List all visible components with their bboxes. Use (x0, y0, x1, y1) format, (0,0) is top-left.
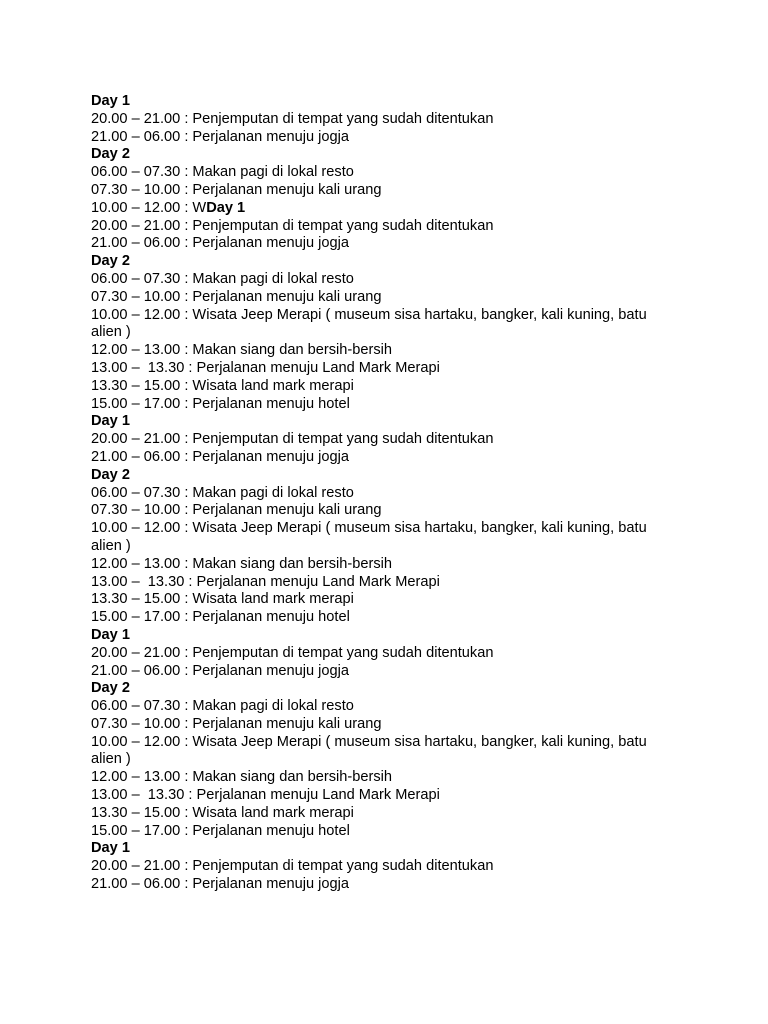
schedule-line (91, 805, 691, 823)
schedule-line-text: 06.00 – 07.30 : Makan pagi di lokal resto (91, 484, 354, 501)
day-heading-text: Day 2 (91, 253, 130, 270)
schedule-line-text: alien ) (91, 537, 131, 554)
schedule-line (91, 502, 691, 520)
schedule-line (91, 235, 691, 253)
schedule-line-text: 10.00 – 12.00 : Wisata Jeep Merapi ( museum sisa hartaku, bangker, kali kuning, batu (91, 306, 647, 323)
schedule-line-text: 10.00 – 12.00 : Wisata Jeep Merapi ( museum sisa hartaku, bangker, kali kuning, batu (91, 520, 647, 537)
schedule-line (91, 734, 691, 752)
schedule-line-text: 13.30 – 15.00 : Wisata land mark merapi (91, 377, 354, 394)
schedule-line (91, 449, 691, 467)
day-heading (91, 680, 691, 698)
schedule-line (91, 698, 691, 716)
schedule-line (91, 218, 691, 236)
schedule-line-text: 15.00 – 17.00 : Perjalanan menuju hotel (91, 822, 350, 839)
day-heading-text: Day 2 (91, 146, 130, 163)
schedule-line-text: 21.00 – 06.00 : Perjalanan menuju jogja (91, 876, 350, 893)
schedule-line-text: 06.00 – 07.30 : Makan pagi di lokal resto (91, 270, 354, 287)
schedule-line (91, 645, 691, 663)
schedule-line-text: 20.00 – 21.00 : Penjemputan di tempat yang sudah ditentukan (91, 110, 494, 127)
schedule-line-text: 07.30 – 10.00 : Perjalanan menuju kali urang (91, 502, 382, 519)
schedule-line (91, 307, 691, 325)
schedule-line (91, 823, 691, 841)
schedule-line-text: alien ) (91, 324, 131, 341)
schedule-line (91, 858, 691, 876)
day-heading (91, 253, 691, 271)
schedule-line-text: alien ) (91, 751, 131, 768)
schedule-line-text: 12.00 – 13.00 : Makan siang dan bersih-bersih (91, 342, 392, 359)
day-heading (91, 467, 691, 485)
schedule-line (91, 324, 691, 342)
schedule-line (91, 378, 691, 396)
schedule-line-text: 13.30 – 15.00 : Wisata land mark merapi (91, 591, 354, 608)
schedule-line (91, 751, 691, 769)
day-heading-text: Day 2 (91, 680, 130, 697)
schedule-line (91, 574, 691, 592)
day-heading (91, 93, 691, 111)
day-heading (91, 413, 691, 431)
schedule-line (91, 396, 691, 414)
itinerary-document (91, 93, 691, 894)
schedule-line-text: 13.00 – 13.30 : Perjalanan menuju Land Mark Merapi (91, 359, 440, 376)
schedule-line (91, 485, 691, 503)
schedule-line-text: 13.00 – 13.30 : Perjalanan menuju Land Mark Merapi (91, 573, 440, 590)
schedule-line (91, 716, 691, 734)
schedule-line (91, 431, 691, 449)
schedule-line (91, 769, 691, 787)
day-heading (91, 627, 691, 645)
schedule-line-text: 07.30 – 10.00 : Perjalanan menuju kali urang (91, 181, 382, 198)
schedule-line (91, 787, 691, 805)
schedule-line-text: 13.30 – 15.00 : Wisata land mark merapi (91, 804, 354, 821)
schedule-line (91, 182, 691, 200)
day-heading (91, 840, 691, 858)
schedule-line (91, 360, 691, 378)
schedule-line-text: 06.00 – 07.30 : Makan pagi di lokal resto (91, 698, 354, 715)
schedule-line-text: 10.00 – 12.00 : W (91, 199, 207, 216)
day-heading-text: Day 2 (91, 466, 130, 483)
day-heading (91, 146, 691, 164)
schedule-line-text: 21.00 – 06.00 : Perjalanan menuju jogja (91, 235, 350, 252)
schedule-line (91, 591, 691, 609)
schedule-line-text: 21.00 – 06.00 : Perjalanan menuju jogja (91, 662, 350, 679)
schedule-line-text: 13.00 – 13.30 : Perjalanan menuju Land Mark Merapi (91, 787, 440, 804)
schedule-line-text: 12.00 – 13.00 : Makan siang dan bersih-bersih (91, 769, 392, 786)
inline-day-heading: Day 1 (206, 199, 246, 216)
day-heading-text: Day 1 (91, 840, 130, 857)
schedule-line-text: 21.00 – 06.00 : Perjalanan menuju jogja (91, 448, 350, 465)
schedule-line-text: 21.00 – 06.00 : Perjalanan menuju jogja (91, 128, 350, 145)
schedule-line-text: 10.00 – 12.00 : Wisata Jeep Merapi ( museum sisa hartaku, bangker, kali kuning, batu (91, 733, 647, 750)
schedule-line-text: 20.00 – 21.00 : Penjemputan di tempat yang sudah ditentukan (91, 217, 494, 234)
schedule-line-text: 20.00 – 21.00 : Penjemputan di tempat yang sudah ditentukan (91, 431, 494, 448)
schedule-line-text: 15.00 – 17.00 : Perjalanan menuju hotel (91, 395, 350, 412)
schedule-line (91, 663, 691, 681)
schedule-line (91, 556, 691, 574)
schedule-line-text: 15.00 – 17.00 : Perjalanan menuju hotel (91, 609, 350, 626)
schedule-line (91, 289, 691, 307)
schedule-line (91, 271, 691, 289)
schedule-line-text: 07.30 – 10.00 : Perjalanan menuju kali urang (91, 288, 382, 305)
schedule-line (91, 342, 691, 360)
schedule-line-text: 20.00 – 21.00 : Penjemputan di tempat yang sudah ditentukan (91, 644, 494, 661)
schedule-line (91, 200, 691, 218)
schedule-line-text: 12.00 – 13.00 : Makan siang dan bersih-bersih (91, 555, 392, 572)
schedule-line (91, 129, 691, 147)
day-heading-text: Day 1 (91, 626, 130, 643)
schedule-line-text: 07.30 – 10.00 : Perjalanan menuju kali urang (91, 715, 382, 732)
schedule-line (91, 164, 691, 182)
schedule-line (91, 876, 691, 894)
day-heading-text: Day 1 (91, 413, 130, 430)
schedule-line-text: 06.00 – 07.30 : Makan pagi di lokal resto (91, 164, 354, 181)
schedule-line (91, 609, 691, 627)
schedule-line (91, 538, 691, 556)
day-heading-text: Day 1 (91, 93, 130, 109)
schedule-line-text: 20.00 – 21.00 : Penjemputan di tempat yang sudah ditentukan (91, 858, 494, 875)
schedule-line (91, 111, 691, 129)
schedule-line (91, 520, 691, 538)
